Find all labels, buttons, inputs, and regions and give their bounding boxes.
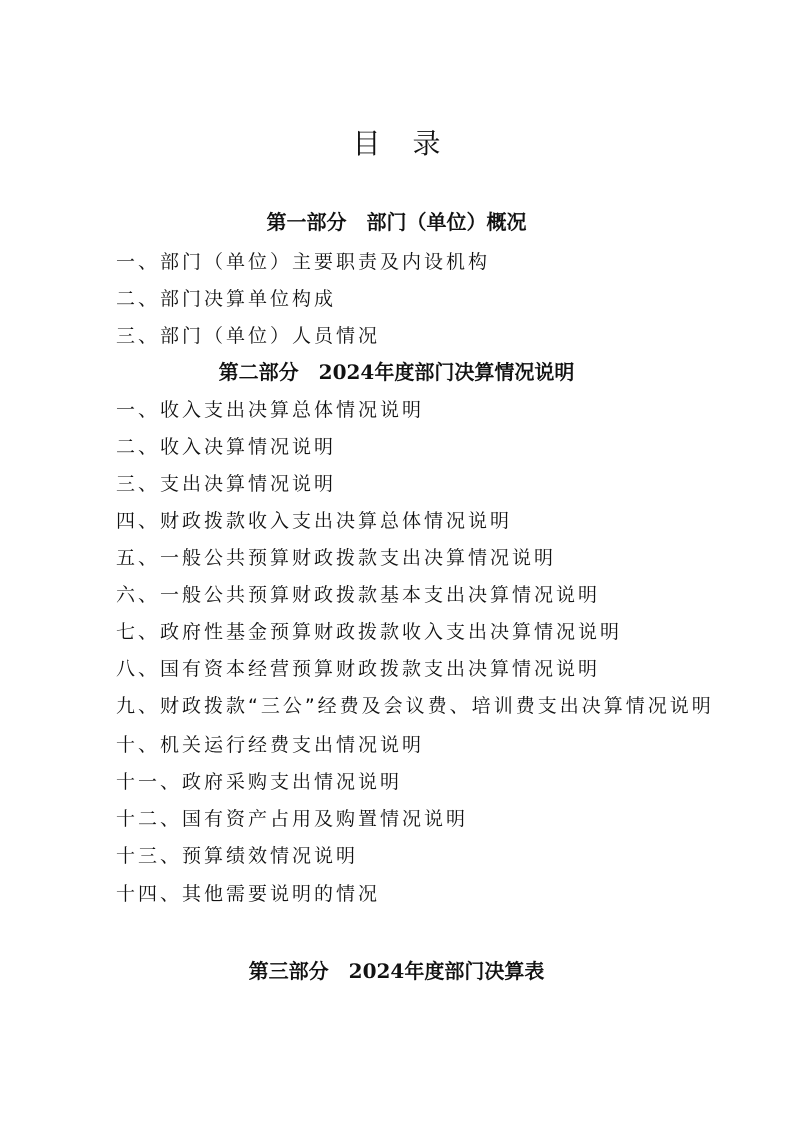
toc-item: 十三、预算绩效情况说明 [116,845,359,867]
part3-heading: 第三部分 2024年度部门决算表 [248,959,545,983]
toc-item: 四、财政拨款收入支出决算总体情况说明 [116,510,513,532]
toc-item: 八、国有资本经营预算财政拨款支出决算情况说明 [116,658,601,680]
part1-heading: 第一部分 部门（单位）概况 [266,210,527,234]
toc-item: 九、财政拨款“三公”经费及会议费、培训费支出决算情况说明 [116,695,714,717]
toc-item: 五、一般公共预算财政拨款支出决算情况说明 [116,547,557,569]
toc-item: 三、支出决算情况说明 [116,473,337,495]
toc-item: 一、部门（单位）主要职责及内设机构 [116,251,491,273]
toc-item: 三、部门（单位）人员情况 [116,325,381,347]
toc-item: 十四、其他需要说明的情况 [116,883,381,905]
toc-item: 十一、政府采购支出情况说明 [116,771,403,793]
toc-item: 七、政府性基金预算财政拨款收入支出决算情况说明 [116,621,623,643]
part2-heading: 第二部分 2024年度部门决算情况说明 [218,360,575,384]
page-title: 目录 [352,127,473,160]
toc-item: 六、一般公共预算财政拨款基本支出决算情况说明 [116,584,601,606]
toc-item: 二、收入决算情况说明 [116,436,337,458]
toc-item: 十二、国有资产占用及购置情况说明 [116,808,469,830]
toc-item: 一、收入支出决算总体情况说明 [116,399,425,421]
toc-item: 十、机关运行经费支出情况说明 [116,734,425,756]
toc-item: 二、部门决算单位构成 [116,288,337,310]
